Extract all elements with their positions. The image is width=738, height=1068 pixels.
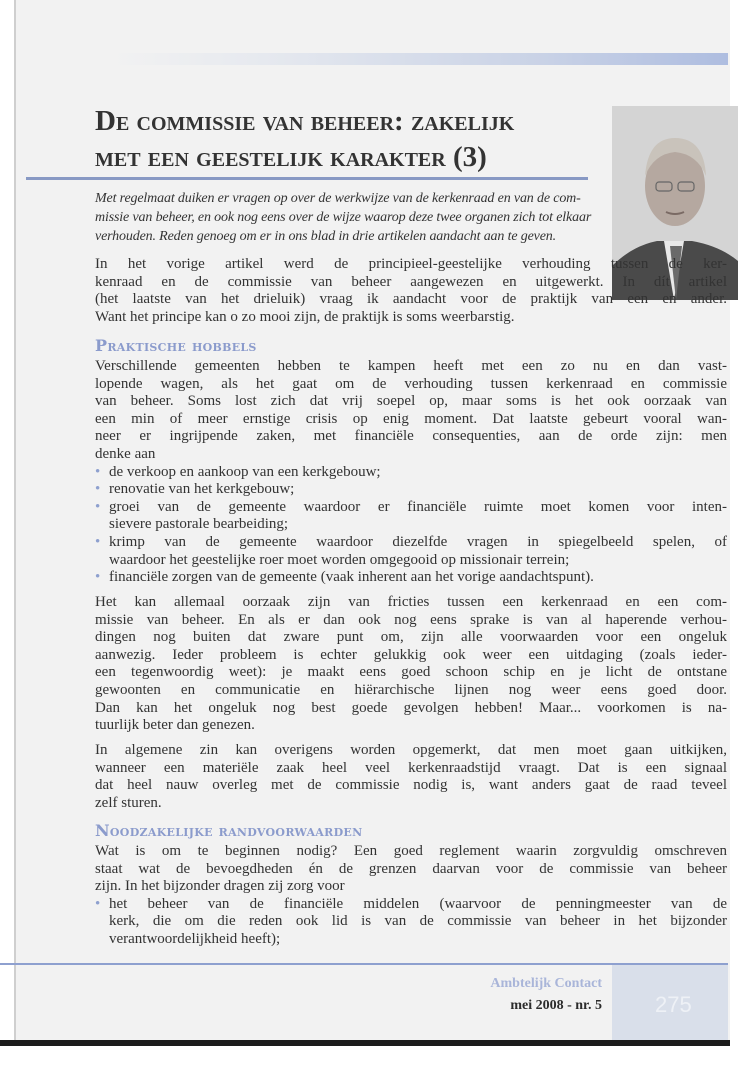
text-line: staat wat de bevoegdheden én de grenzen daarvan voor de commissie van beheer: [95, 860, 727, 877]
bullet-item-line: • de verkoop en aankoop van een kerkgebouw;: [95, 464, 727, 482]
text-line: Het kan allemaal oorzaak zijn van fricties tussen een kerkenraad en een com-: [95, 594, 727, 610]
text-line: In het vorige artikel werd de principieel-geestelijke verhouding tussen de ker-: [95, 256, 727, 272]
paragraph-3: [95, 594, 727, 735]
bullet-item-line: • het beheer van de financiële middelen (waarvoor de penningmeester van de: [95, 896, 727, 914]
text-line: (het laatste van het drieluik) vraag ik aandacht voor de praktijk van een en ander.: [95, 291, 727, 308]
text-line: neer er ingrijpende zaken, met financiële consequenties, aan de orde zijn: men: [95, 428, 727, 445]
bullet-item: [95, 464, 727, 482]
article-intro: [95, 189, 607, 246]
title-line-2: met een geestelijk karakter (3): [95, 141, 487, 173]
title-underline: [26, 177, 588, 180]
bullet-item: [95, 481, 727, 499]
text-line: Wat is om te beginnen nodig? Een goed reglement waarin zorgvuldig omschreven: [95, 843, 727, 859]
title-line-1: De commissie van beheer: zakelijk: [95, 105, 515, 137]
bullet-item-line: • krimp van de gemeente waardoor diezelfde vragen in spiegelbeeld spelen, of: [95, 534, 727, 552]
text-line: kenraad en de commissie van beheer aangewezen en uitgewerkt. In dít artikel: [95, 273, 727, 290]
text-line: dingen nog buiten dat zware punt om, zijn alle voorwaarden voor een ongeluk: [95, 629, 727, 646]
text-line: missie van beheer. En als er dan ook nog eens sprake is van al haperende verhou-: [95, 611, 727, 628]
section-heading-randvoorwaarden: Noodzakelijke randvoorwaarden: [95, 821, 363, 840]
text-line: wanneer een materiële zaak heel veel kerkenraadstijd vraagt. Dat is een signaal: [95, 759, 727, 776]
intro-line: verhouden. Reden genoeg om er in ons blad in drie artikelen aandacht aan te geven.: [95, 229, 556, 244]
text-line: In algemene zin kan overigens worden opgemerkt, dat men moet gaan uitkijken,: [95, 742, 727, 758]
article-title: [95, 103, 605, 175]
bullet-item-line: verantwoordelijkheid heeft);: [109, 930, 281, 947]
bullet-item: [95, 896, 727, 949]
magazine-name: Ambtelijk Contact: [490, 976, 602, 991]
text-line: gewoonten en communicatie en hiërarchische lijnen nog weer eens goed door.: [95, 681, 727, 698]
text-line: van beheer. Soms lost zich dat vrij soepel op, maar soms is het ook oorzaak van: [95, 393, 727, 410]
bullet-item: [95, 569, 727, 587]
bullet-item: [95, 499, 727, 534]
bottom-edge: [0, 1040, 730, 1046]
text-line: tuurlijk beter dan genezen.: [95, 717, 255, 734]
section-heading-praktische-hobbels: Praktische hobbels: [95, 336, 257, 355]
text-line: Verschillende gemeenten hebben te kampen heeft met een zo nu en dan vast-: [95, 358, 727, 374]
bullet-item-line: • financiële zorgen van de gemeente (vaak inherent aan het vorige aandachtspunt).: [95, 569, 727, 587]
page-number: 275: [655, 992, 692, 1017]
text-line: aanwezig. Ieder probleem is echter gelukkig ook weer een uitdaging (zoals ieder-: [95, 646, 727, 663]
paragraph-4: [95, 742, 727, 812]
text-line: Dan kan het ongeluk nog best goede gevolgen hebben! Maar... voorkomen is na-: [95, 699, 727, 716]
bullet-item-line: waardoor het geestelijke roer moet worden omgegooid op missionair terrein;: [109, 551, 570, 568]
text-line: zijn. In het bijzonder dragen zij zorg voor: [95, 878, 345, 895]
bullet-item-line: sievere pastorale bearbeiding;: [109, 516, 289, 533]
top-color-band: [110, 53, 728, 65]
text-line: lopende wagen, als het gaat om de verhouding tussen kerkenraad en commissie: [95, 375, 727, 392]
bullet-item-line: kerk, die om die reden ook lid is van de commissie van beheer in het bijzonder: [109, 913, 727, 930]
paragraph-1: [95, 256, 727, 326]
issue-date: mei 2008 - nr. 5: [510, 998, 602, 1013]
text-line: zelf sturen.: [95, 794, 162, 811]
intro-line: Met regelmaat duiken er vragen op over de werkwijze van de kerkenraad en van de com-: [95, 191, 581, 206]
text-line: een tegenwoordig weet): je maakt eens goed schoon schip en je licht de ontstane: [95, 664, 727, 681]
bullet-item-line: • renovatie van het kerkgebouw;: [95, 481, 727, 499]
bullet-item-line: • groei van de gemeente waardoor er financiële ruimte moet komen voor inten-: [95, 499, 727, 517]
text-line: Want het principe kan o zo mooi zijn, de praktijk is soms weerbarstig.: [95, 308, 515, 325]
text-line: denke aan: [95, 445, 156, 462]
text-line: een min of meer ernstige crisis op enig moment. Dat laatste gebeurt vooral wan-: [95, 410, 727, 427]
bullet-item: [95, 534, 727, 569]
paragraph-5: [95, 843, 727, 949]
intro-line: missie van beheer, en ook nog eens over de wijze waarop deze twee organen zich tot elkaar: [95, 210, 592, 225]
text-line: dat heel nauw overleg met de commissie nodig is, want anders gaat de raad teveel: [95, 777, 727, 794]
paragraph-2: [95, 358, 727, 587]
